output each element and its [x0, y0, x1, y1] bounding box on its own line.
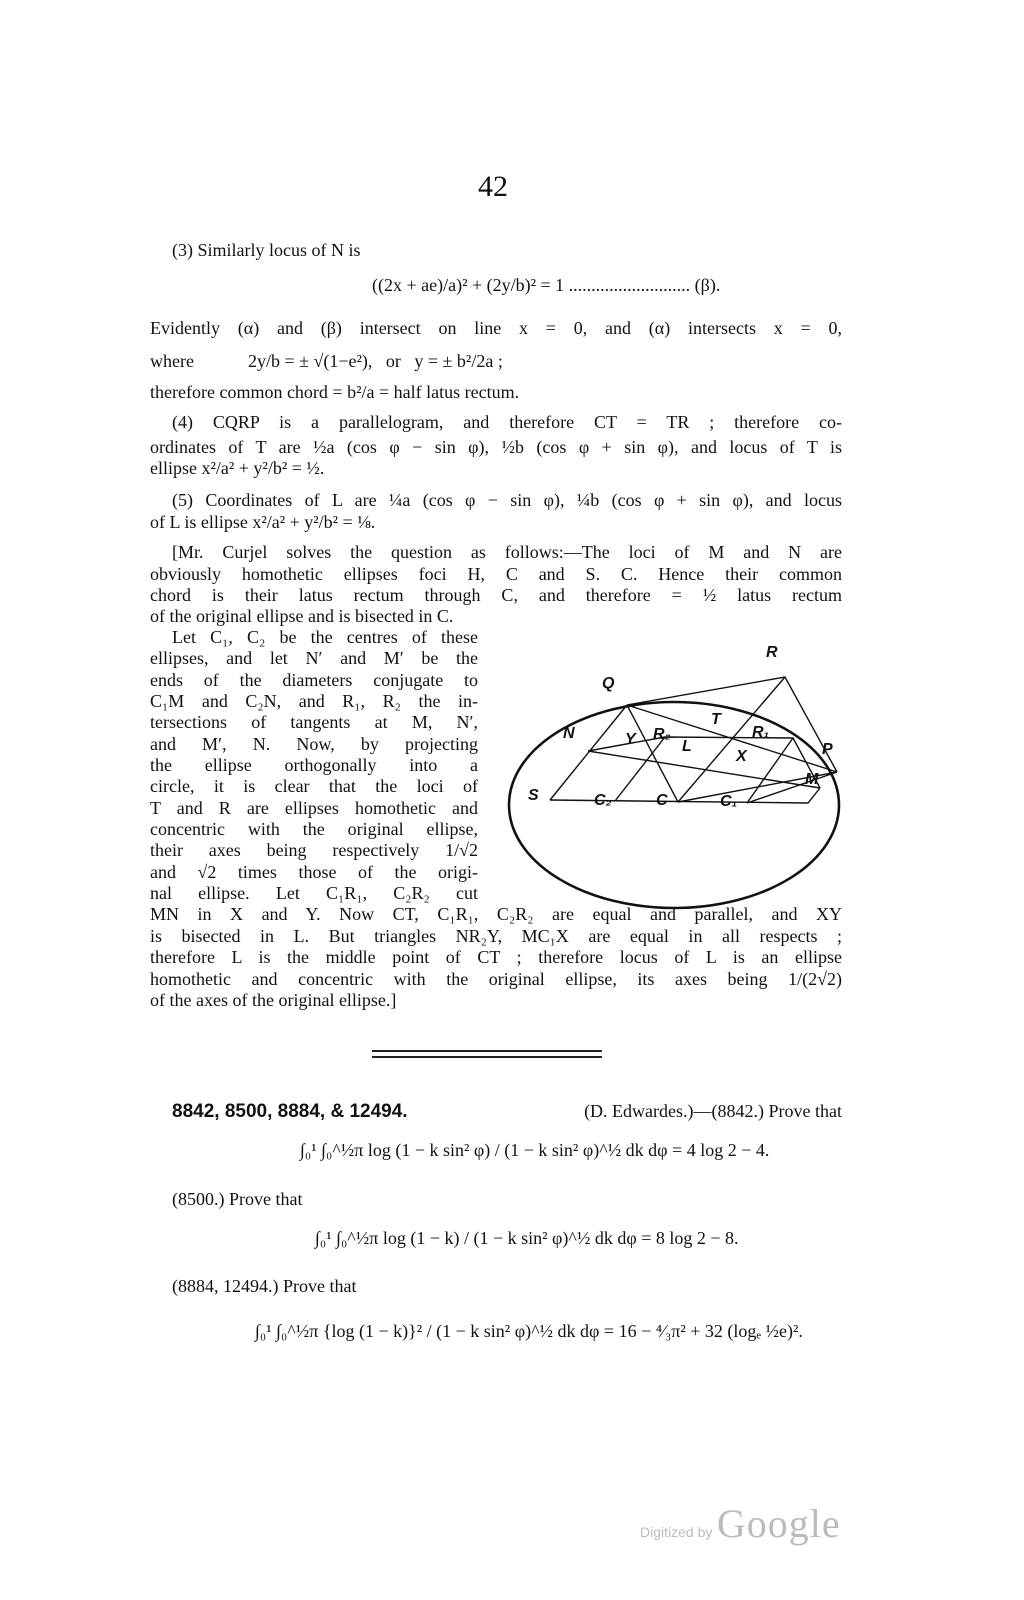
- label-C1: C₁: [720, 793, 738, 810]
- curjel-end-line: is bisected in L. But triangles NR₂Y, MC₁X are equal in all respects ;: [150, 926, 842, 946]
- curjel-line: chord is their latus rectum through C, and therefore = ½ latus rectum: [150, 585, 842, 605]
- column-line: T and R are ellipses homothetic and: [150, 798, 478, 818]
- label-Y: Y: [625, 731, 636, 748]
- label-C2: C₂: [594, 792, 612, 809]
- section-4-line: (4) CQRP is a parallelogram, and therefore CT = TR ; therefore co-: [172, 412, 842, 432]
- text-line: where 2y/b = ± √(1−e²), or y = ± b²/2a ;: [150, 351, 503, 371]
- question-8500-label: (8500.) Prove that: [172, 1189, 303, 1209]
- curjel-end-line: MN in X and Y. Now CT, C₁R₁, C₂R₂ are equal and parallel, and XY: [150, 904, 842, 924]
- column-line: nal ellipse. Let C₁R₁, C₂R₂ cut: [150, 883, 478, 903]
- curjel-line: obviously homothetic ellipses foci H, C and S. C. Hence their common: [150, 564, 842, 584]
- column-line: C₁M and C₂N, and R₁, R₂ the in-: [150, 691, 478, 711]
- label-M: M: [805, 771, 819, 788]
- section-3-intro: (3) Similarly locus of N is: [172, 240, 361, 260]
- column-line: ends of the diameters conjugate to: [150, 670, 478, 690]
- column-line: and M′, N. Now, by projecting: [150, 734, 478, 754]
- curjel-end-line: homothetic and concentric with the original ellipse, its axes being 1/(2√2): [150, 969, 842, 989]
- label-R2: R₂: [653, 726, 671, 743]
- label-P: P: [822, 741, 833, 758]
- curjel-end-line: of the axes of the original ellipse.]: [150, 990, 397, 1010]
- label-T: T: [711, 711, 721, 728]
- section-divider: [372, 1056, 602, 1058]
- curjel-end-line: therefore L is the middle point of CT ; therefore locus of L is an ellipse: [150, 947, 842, 967]
- section-divider: [372, 1050, 602, 1052]
- label-Q: Q: [602, 675, 615, 692]
- integral-8842: ∫₀¹ ∫₀^½π log (1 − k sin² φ) / (1 − k sin² φ)^½ dk dφ = 4 log 2 − 4.: [300, 1140, 770, 1160]
- watermark-logo: Google: [716, 1501, 841, 1546]
- label-L: L: [682, 738, 692, 755]
- section-5-line: of L is ellipse x²/a² + y²/b² = ⅛.: [150, 512, 376, 532]
- column-line: Let C₁, C₂ be the centres of these: [172, 627, 478, 647]
- page-number: 42: [478, 170, 508, 203]
- column-line: tersections of tangents at M, N′,: [150, 712, 478, 732]
- label-S: S: [528, 787, 539, 804]
- integral-8884: ∫₀¹ ∫₀^½π {log (1 − k)}² / (1 − k sin² φ)^½ dk dφ = 16 − ⁴⁄₃π² + 32 (logₑ ½e)².: [255, 1321, 803, 1341]
- label-R: R: [766, 644, 778, 661]
- column-line: ellipses, and let N′ and M′ be the: [150, 648, 478, 668]
- question-numbers: 8842, 8500, 8884, & 12494.: [172, 1101, 408, 1122]
- equation-beta: ((2x + ae)/a)² + (2y/b)² = 1 ........................... (β).: [372, 275, 721, 295]
- column-line: concentric with the original ellipse,: [150, 819, 478, 839]
- watermark-prefix: Digitized by: [640, 1524, 713, 1540]
- column-line: their axes being respectively 1/√2: [150, 840, 478, 860]
- integral-8500: ∫₀¹ ∫₀^½π log (1 − k) / (1 − k sin² φ)^½ dk dφ = 8 log 2 − 8.: [315, 1228, 739, 1248]
- original-ellipse: [509, 702, 839, 908]
- column-line: the ellipse orthogonally into a: [150, 755, 478, 775]
- question-8884-label: (8884, 12494.) Prove that: [172, 1276, 357, 1296]
- label-C: C: [656, 792, 668, 809]
- column-line: and √2 times those of the origi-: [150, 862, 478, 882]
- figure-lines: [627, 677, 837, 772]
- question-author: (D. Edwardes.)—(8842.) Prove that: [584, 1101, 842, 1121]
- column-line: circle, it is clear that the loci of: [150, 776, 478, 796]
- section-4-line: ordinates of T are ½a (cos φ − sin φ), ½b (cos φ + sin φ), and locus of T is: [150, 437, 842, 457]
- text-line: therefore common chord = b²/a = half latus rectum.: [150, 382, 520, 402]
- section-5-line: (5) Coordinates of L are ¼a (cos φ − sin φ), ¼b (cos φ + sin φ), and locus: [172, 490, 842, 510]
- question-header: [172, 1100, 842, 1123]
- text-line: Evidently (α) and (β) intersect on line x = 0, and (α) intersects x = 0,: [150, 318, 842, 338]
- digitized-watermark: [640, 1500, 841, 1547]
- curjel-line: of the original ellipse and is bisected in C.: [150, 606, 454, 626]
- label-R1: R₁: [752, 724, 770, 741]
- label-N: N: [563, 725, 575, 742]
- label-X: X: [736, 748, 747, 765]
- curjel-line: [Mr. Curjel solves the question as follows:—The loci of M and N are: [172, 542, 842, 562]
- section-4-line: ellipse x²/a² + y²/b² = ½.: [150, 458, 325, 478]
